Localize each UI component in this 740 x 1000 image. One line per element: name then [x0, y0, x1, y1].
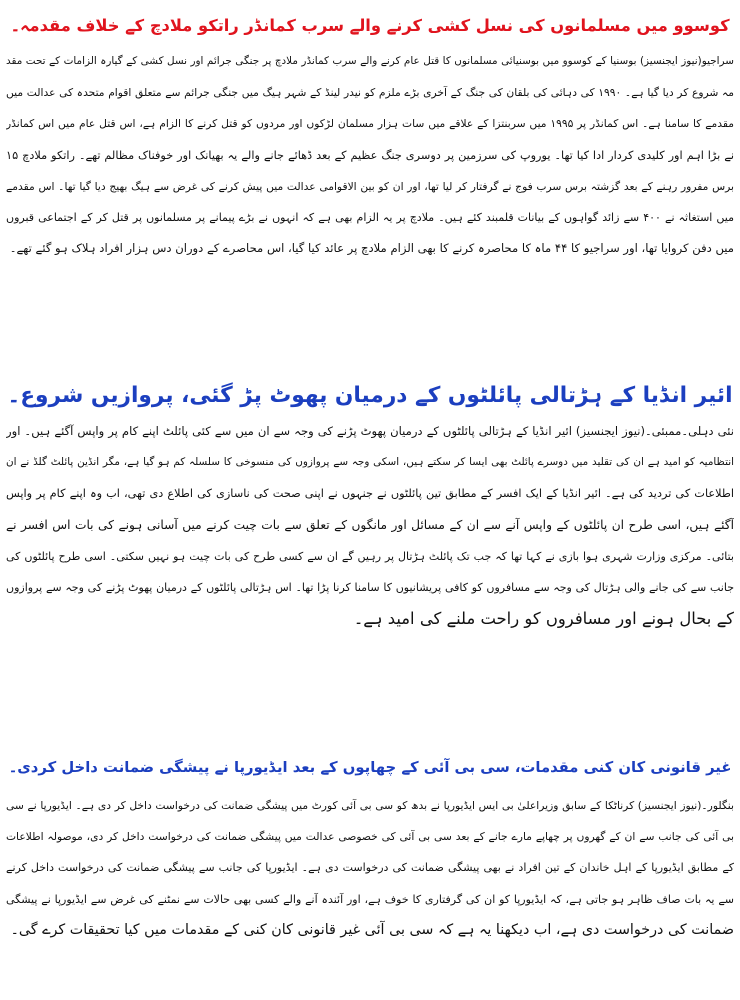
story-1-headline: کوسوو میں مسلمانوں کی نسل کشی کرنے والے سرب کمانڈر راتکو ملادچ کے خلاف مقدمہ۔ — [10, 16, 730, 35]
story-2-body — [6, 416, 734, 744]
story-3-line: بی آئی کی جانب سے ان کے گھروں پر چھاپے مارے جانے کے بعد سی بی آئی کی خصوصی عدالت میں پیشگی ضمانت کی درخواست داخل کر دی، موصولہ اطلاعات — [6, 830, 734, 844]
story-2-line: جانب سے کی جانے والی ہڑتال کی وجہ سے مسافروں کو کافی پریشانیوں کا سامنا کرنا پڑا تھا۔ اس ہڑتالی پائلٹوں کے درمیان پھوٹ پڑنے کی وجہ سے پروازوں — [6, 581, 734, 595]
story-1-body — [6, 46, 734, 372]
story-2-line: آگئے ہیں، اسی طرح ان پائلٹوں کے واپس آنے سے ان کے مسائل اور مانگوں کے تعلق سے بات چیت کرنے میں آسانی ہونے کی بات اس افسر نے — [6, 517, 734, 532]
story-2-headline: ائیر انڈیا کے ہڑتالی پائلٹوں کے درمیان پھوٹ پڑ گئی، پروازیں شروع۔ — [7, 383, 733, 408]
story-1-line: نے بڑا اہم اور کلیدی کردار ادا کیا تھا۔ یوروپ کی سرزمین پر دوسری جنگ عظیم کے بعد ڈھائے جانے والے یہ بھیانک اور خوفناک مظالم تھے۔ راتکو ملادچ ۱۵ — [6, 148, 734, 162]
story-3-line: بنگلور۔(نیوز ایجنسیز) کرناٹکا کے سابق وزیراعلیٰ بی ایس ایڈیورپا نے بدھ کو سی بی آئی کورٹ میں پیشگی ضمانت کی درخواست داخل کر دی ہے۔ ایڈیورپا نے سی — [6, 799, 734, 812]
story-2-line: بتائی۔ مرکزی وزارت شہری ہوا بازی نے کہا تھا کہ جب تک پائلٹ ہڑتال پر رہیں گے ان سے کسی طرح کی بات چیت ہو نہیں سکتی۔ اسی طرح پائلٹوں کی — [6, 549, 734, 563]
story-1-line: سراجیو(نیوز ایجنسیز) بوسنیا کے کوسوو میں بوسنیائی مسلمانوں کا قتل عام کرنے والے سرب کمانڈر ملادچ پر جنگی جرائم اور نسل کشی کے گیارہ الزامات کے تحت مقد — [6, 55, 734, 67]
story-3-line: سے یہ بات صاف ظاہر ہو جاتی ہے، کہ ایڈیورپا کو ان کی گرفتاری کا خوف ہے، اور آئندہ آنے والے کسی بھی حالات سے نمٹنے کی غرض سے ایڈیورپا نے پیشگی — [6, 892, 734, 906]
story-3-line: ضمانت کی درخواست دی ہے، اب دیکھنا یہ ہے کہ سی بی آئی غیر قانونی کان کنی کے مقدمات میں کیا تحقیقات کرے گی۔ — [10, 921, 734, 938]
story-1-line: میں دفن کروایا تھا، اور سراجیو کا ۴۴ ماہ کا محاصرہ کرنے کا بھی الزام ملادچ پر عائد کیا گیا، اس محاصرے کے دوران دس ہزار افراد ہلاک ہو گئے تھے۔ — [9, 241, 734, 256]
story-1-line: میں استغاثہ نے ۴۰۰ سے زائد گواہوں کے بیانات قلمبند کئے ہیں۔ ملادچ پر یہ الزام بھی ہے کہ انہوں نے بڑے پیمانے پر مسلمانوں پر قتل کر کے اجتماعی قبروں — [6, 211, 734, 225]
story-3-headline: غیر قانونی کان کنی مقدمات، سی بی آئی کے چھاپوں کے بعد ایڈیورپا نے پیشگی ضمانت داخل کردی۔ — [8, 759, 732, 776]
story-1-line: مہ شروع کر دیا گیا ہے۔ ۱۹۹۰ کی دہائی کی بلقان کی جنگ کے آخری بڑے ملزم کو نیدر لینڈ کے شہر ہیگ میں جنگی جرائم سے متعلق اقوام متحدہ کی عدالت میں — [6, 86, 734, 100]
story-1-line: برس مفرور رہنے کے بعد گزشتہ برس سرب فوج نے گرفتار کر لیا تھا، اور ان کو بین الاقوامی عدالت میں پیش کرنے کی غرض سے ہیگ بھیج دیا گیا تھا۔ اس مقدمے — [6, 179, 734, 193]
story-2-line: کے بحال ہونے اور مسافروں کو راحت ملنے کی امید ہے۔ — [353, 609, 734, 629]
story-2-line: انتظامیہ کو امید ہے ان کی تقلید میں دوسرے پائلٹ بھی ایسا کر سکتے ہیں، اسکی وجہ سے پروازوں کی منسوخی کا سلسلہ کم ہو گیا ہے، مگر انڈین پائلٹ گلڈ نے ان — [6, 456, 734, 469]
story-2-line: نئی دہلی۔ممبئی۔(نیوز ایجنسیز) ائیر انڈیا کے ہڑتالی پائلٹوں کے درمیان پھوٹ پڑنے کی وجہ سے ان میں سے کئی پائلٹ اپنے کام پر واپس آگئے ہیں۔ اور — [6, 424, 734, 438]
story-3-body — [6, 790, 734, 1000]
story-3-line: کے مطابق ایڈیورپا کے اہل خاندان کے تین افراد نے بھی پیشگی ضمانت کی درخواست دی ہے۔ ایڈیورپا کی جانب سے پیشگی ضمانت کی درخواست داخل کرنے — [6, 861, 734, 875]
story-2-line: اطلاعات کی تردید کی ہے۔ ائیر انڈیا کے ایک افسر کے مطابق تین پائلٹوں نے جنہوں نے اپنی صحت کی ناسازی کی اطلاع دی تھی، اب وہ اپنے کام پر واپس — [6, 487, 734, 501]
story-1-line: مقدمے کا سامنا ہے۔ اس کمانڈر پر ۱۹۹۵ میں سربنتزا کے علاقے میں سات ہزار مسلمان لڑکوں اور مردوں کو قتل کرنے کا الزام ہے، اس قتل عام میں اس کمانڈر — [6, 117, 734, 131]
